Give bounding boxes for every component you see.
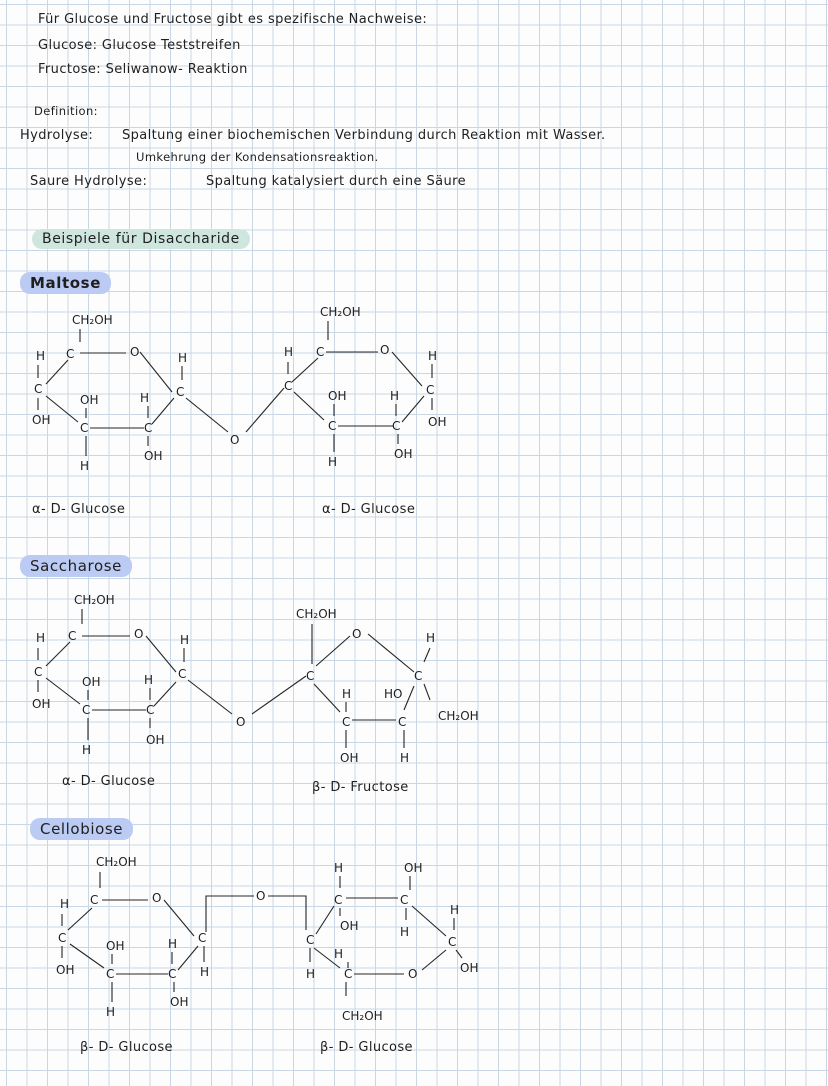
maltose-label: Maltose [20, 272, 111, 294]
sacch-l-oh3: OH [82, 675, 101, 689]
cello-r-c3: C [400, 893, 409, 907]
maltose-r-oh2: OH [394, 447, 413, 461]
cello-l-h5: H [60, 897, 70, 911]
intro-line-1: Für Glucose und Fructose gibt es spezifische Nachweise: [38, 12, 428, 27]
cello-l-oh4: OH [56, 963, 75, 977]
section-title: Beispiele für Disaccharide [32, 229, 250, 249]
sacch-r-c5: C [414, 669, 423, 683]
cello-l-oh3: OH [106, 939, 125, 953]
cello-l-c2: C [168, 967, 177, 981]
maltose-l-c4: C [34, 382, 43, 396]
maltose-l-oring: O [130, 345, 140, 359]
maltose-right-caption: α- D- Glucose [322, 502, 416, 517]
sacch-r-ho4: HO [384, 687, 403, 701]
sacch-l-ch2oh: CH₂OH [74, 593, 115, 607]
cello-l-c4: C [58, 931, 67, 945]
sacch-l-h2: H [144, 673, 154, 687]
sacch-l-c1: C [178, 667, 187, 681]
sacch-r-c4: C [398, 715, 407, 729]
maltose-left-caption: α- D- Glucose [32, 502, 126, 517]
hydrolyse-term: Hydrolyse: [20, 128, 94, 143]
maltose-l-c2: C [144, 421, 153, 435]
sacch-l-h5: H [36, 631, 46, 645]
sacch-r-c3: C [342, 715, 351, 729]
maltose-l-oh2: OH [144, 449, 163, 463]
saccharose-right-caption: β- D- Fructose [312, 780, 409, 795]
saure-hydrolyse-text: Spaltung katalysiert durch eine Säure [206, 174, 466, 189]
cellobiose-left-caption: β- D- Glucose [80, 1040, 173, 1055]
cello-r-oh3: OH [404, 861, 423, 875]
sacch-l-oh4: OH [32, 697, 51, 711]
cello-r-h5: H [334, 947, 344, 961]
sacch-l-oh2: OH [146, 733, 165, 747]
maltose-r-c5: C [316, 345, 325, 359]
maltose-r-oh1: OH [428, 415, 447, 429]
intro-line-2: Glucose: Glucose Teststreifen [38, 38, 241, 53]
sacch-l-c3: C [82, 703, 91, 717]
maltose-r-h5: H [284, 345, 294, 359]
maltose-r-oh3: OH [328, 389, 347, 403]
maltose-l-oh4: OH [32, 413, 51, 427]
maltose-bridge-o: O [230, 433, 240, 447]
sacch-r-oh3: OH [340, 751, 359, 765]
sacch-r-h4: H [400, 751, 410, 765]
maltose-l-h2: H [140, 391, 150, 405]
maltose-l-h1: H [178, 351, 188, 365]
cello-l-oh2: OH [170, 995, 189, 1009]
cello-r-c4: C [448, 935, 457, 949]
cello-l-ch2oh: CH₂OH [96, 855, 137, 869]
cello-bridge-o: O [256, 889, 266, 903]
saccharose-left-caption: α- D- Glucose [62, 774, 156, 789]
cello-r-ch2oh: CH₂OH [342, 1009, 383, 1023]
cello-r-oh2: OH [340, 919, 359, 933]
sacch-l-h1: H [180, 633, 190, 647]
cello-l-c1: C [198, 931, 207, 945]
maltose-l-h5: H [36, 349, 46, 363]
maltose-r-ch2oh: CH₂OH [320, 305, 361, 319]
cellobiose-right-caption: β- D- Glucose [320, 1040, 413, 1055]
definition-heading: Definition: [34, 104, 98, 118]
sacch-l-c4: C [34, 665, 43, 679]
maltose-r-c4: C [284, 379, 293, 393]
maltose-r-h3: H [328, 455, 338, 469]
maltose-r-c3: C [328, 419, 337, 433]
maltose-r-oring: O [380, 343, 390, 357]
maltose-r-c1: C [426, 383, 435, 397]
hydrolyse-text: Spaltung einer biochemischen Verbindung durch Reaktion mit Wasser. [122, 128, 606, 143]
maltose-l-c1: C [176, 385, 185, 399]
maltose-l-c3: C [80, 421, 89, 435]
hydrolyse-text-2: Umkehrung der Kondensationsreaktion. [136, 150, 379, 164]
cello-l-h1: H [200, 965, 210, 979]
saure-hydrolyse-term: Saure Hydrolyse: [30, 174, 148, 189]
cello-l-c5: C [90, 893, 99, 907]
cello-l-h2: H [168, 937, 178, 951]
maltose-l-oh3: OH [80, 393, 99, 407]
maltose-r-h1: H [428, 349, 438, 363]
sacch-l-c5: C [68, 629, 77, 643]
cello-l-h3: H [106, 1005, 116, 1019]
maltose-r-c2: C [392, 419, 401, 433]
sacch-r-ch2oh: CH₂OH [296, 607, 337, 621]
cello-r-oring: O [408, 967, 418, 981]
maltose-l-c5: C [66, 347, 75, 361]
cello-r-oh4: OH [460, 961, 479, 975]
sacch-r-ch2oh-2: CH₂OH [438, 709, 479, 723]
intro-line-3: Fructose: Seliwanow- Reaktion [38, 62, 248, 77]
maltose-l-h3: H [80, 459, 90, 473]
sacch-l-h3: H [82, 743, 92, 757]
saccharose-label: Saccharose [20, 555, 132, 577]
cello-r-c1: C [306, 933, 315, 947]
sacch-r-h3: H [342, 687, 352, 701]
cello-r-h2: H [334, 861, 344, 875]
maltose-l-ch2oh: CH₂OH [72, 313, 113, 327]
sacch-r-c2: C [306, 669, 315, 683]
cello-l-oring: O [152, 891, 162, 905]
sacch-r-oring: O [352, 627, 362, 641]
maltose-r-h2: H [390, 389, 400, 403]
sacch-l-c2: C [146, 703, 155, 717]
cellobiose-label: Cellobiose [30, 818, 133, 840]
cello-l-c3: C [106, 967, 115, 981]
sacch-bridge-o: O [236, 715, 246, 729]
cello-r-h1: H [306, 967, 316, 981]
cello-r-h4: H [450, 903, 460, 917]
cello-r-c2: C [334, 893, 343, 907]
cello-r-c5: C [344, 967, 353, 981]
sacch-r-h5: H [426, 631, 436, 645]
cello-r-h3: H [400, 925, 410, 939]
sacch-l-oring: O [134, 627, 144, 641]
